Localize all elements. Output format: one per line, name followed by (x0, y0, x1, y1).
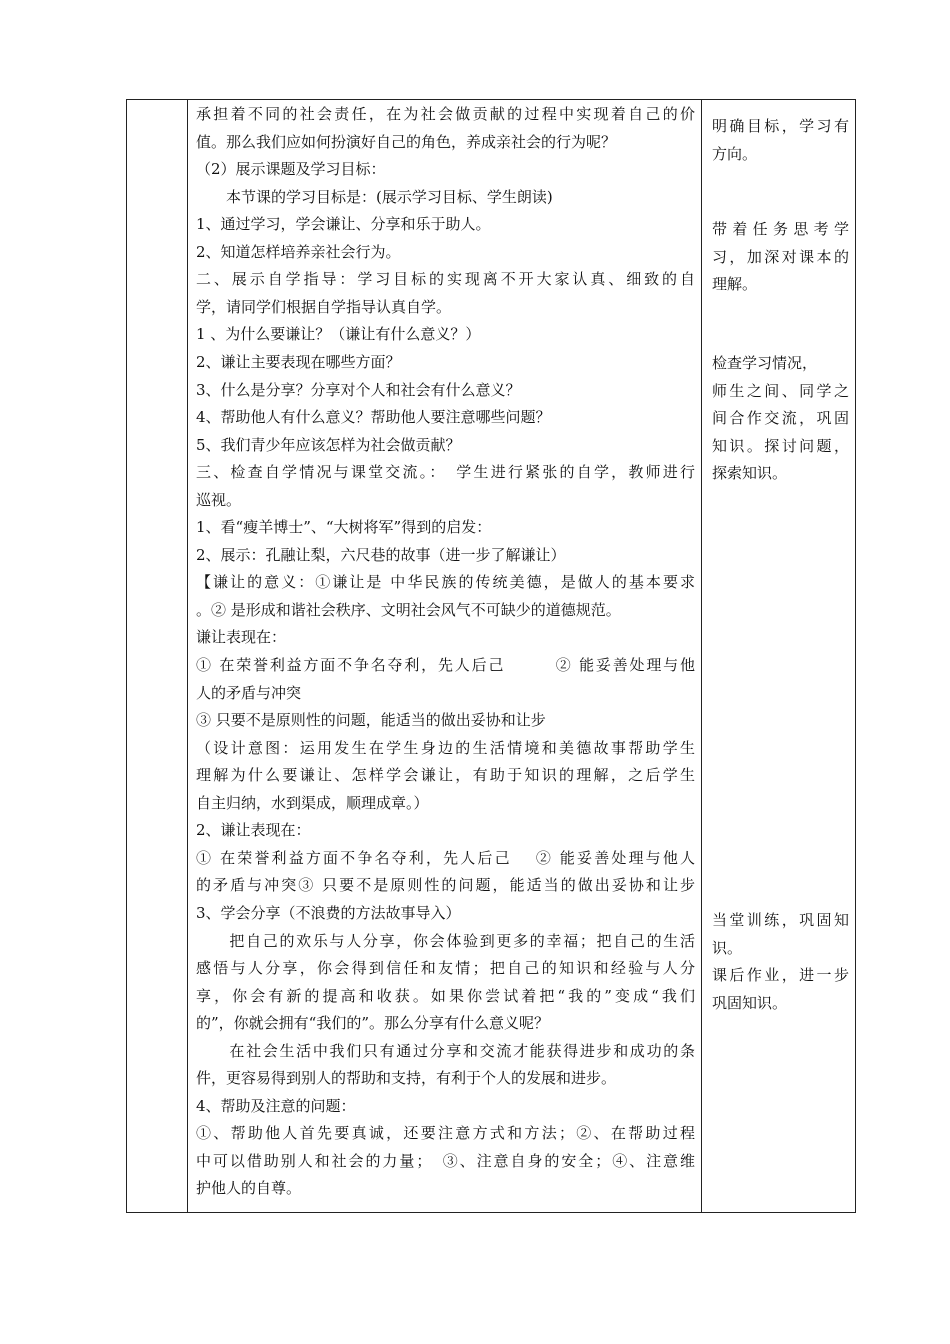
content-line: 人的矛盾与冲突 (196, 683, 302, 702)
content-line: 谦让表现在： (196, 628, 287, 647)
design-note-line: 知识。探讨问题， (712, 436, 849, 455)
content-line: 1、看“瘦羊博士”、“大树将军”得到的启发： (196, 518, 492, 537)
content-line: 护他人的自尊。 (196, 1179, 302, 1198)
content-line: 感悟与人分享，你会得到信任和友情；把自己的知识和经验与人分 (196, 959, 695, 978)
content-line: 1 、为什么要谦让？（谦让有什么意义？） (196, 325, 481, 344)
content-line: 把自己的欢乐与人分享，你会体验到更多的幸福；把自己的生活 (196, 931, 695, 950)
content-line: 4、帮助及注意的问题： (196, 1096, 356, 1115)
content-line: 5、我们青少年应该怎样为社会做贡献？ (196, 435, 461, 454)
content-line: 自主归纳，水到渠成，顺理成章。） (196, 793, 429, 812)
content-line: 理解为什么要谦让、怎样学会谦让，有助于知识的理解，之后学生 (196, 766, 695, 785)
design-note-line: 巩固知识。 (712, 993, 788, 1012)
content-line: 本节课的学习目标是：(展示学习目标、学生朗读) (196, 187, 553, 206)
content-line: （设计意图：运用发生在学生身边的生活情境和美德故事帮助学生 (196, 738, 695, 757)
left-column (127, 100, 188, 1212)
content-line: 3、什么是分享？分享对个人和社会有什么意义？ (196, 380, 521, 399)
design-note-line: 习，加深对课本的 (712, 247, 849, 266)
content-line: ①、帮助他人首先要真诚，还要注意方式和方法；②、在帮助过程 (196, 1124, 695, 1143)
teaching-content-column (188, 100, 702, 1212)
design-note-line: 带着任务思考学 (712, 220, 849, 238)
design-intent-column (702, 100, 855, 1212)
content-line: 2、谦让主要表现在哪些方面？ (196, 352, 401, 371)
content-line: 3、学会分享（不浪费的方法故事导入） (196, 903, 461, 922)
content-line: 的矛盾与冲突③ 只要不是原则性的问题，能适当的做出妥协和让步 (196, 876, 695, 895)
content-line: 学，请同学们根据自学指导认真自学。 (196, 297, 452, 316)
content-line: 的”，你就会拥有“我们的”。那么分享有什么意义呢？ (196, 1014, 550, 1033)
design-note-line: 明确目标，学习有 (712, 117, 849, 135)
content-line: 中可以借助别人和社会的力量； ③、注意自身的安全；④、注意维 (196, 1151, 695, 1170)
content-line: 。② 是形成和谐社会秩序、文明社会风气不可缺少的道德规范。 (196, 600, 621, 619)
content-line: 2、知道怎样培养亲社会行为。 (196, 242, 401, 261)
content-line: 2、谦让表现在： (196, 821, 311, 840)
content-line: 【谦让的意义：①谦让是 中华民族的传统美德，是做人的基本要求 (196, 573, 695, 592)
content-line: （2）展示课题及学习目标： (196, 160, 386, 179)
content-line: 巡视。 (196, 490, 242, 509)
content-line: 三、检查自学情况与课堂交流。： 学生进行紧张的自学，教师进行 (196, 463, 695, 482)
design-note-line: 方向。 (712, 144, 758, 163)
design-note-line: 识。 (712, 938, 743, 957)
content-line: 1、通过学习，学会谦让、分享和乐于助人。 (196, 215, 491, 234)
content-line: 二、展示自学指导：学习目标的实现离不开大家认真、细致的自 (196, 270, 695, 289)
lesson-table (126, 99, 856, 1213)
content-line: 件，更容易得到别人的帮助和支持，有利于个人的发展和进步。 (196, 1069, 617, 1088)
content-line: 2、展示：孔融让梨，六尺巷的故事（进一步了解谦让） (196, 545, 566, 564)
design-note-line: 当堂训练，巩固知 (712, 911, 849, 929)
design-note-line: 探索知识。 (712, 464, 788, 482)
content-line: ① 在荣誉利益方面不争名夺利，先人后己 ② 能妥善处理与他 (196, 656, 695, 674)
content-line: 享，你会有新的提高和收获。如果你尝试着把“我的”变成“我们 (196, 986, 695, 1005)
design-note-line: 课后作业，进一步 (712, 966, 849, 984)
design-note-line: 检查学习情况， (712, 354, 818, 372)
content-line: 在社会生活中我们只有通过分享和交流才能获得进步和成功的条 (196, 1041, 695, 1060)
content-line: 4、帮助他人有什么意义？帮助他人要注意哪些问题？ (196, 408, 551, 427)
design-note-line: 师生之间、同学之 (712, 381, 849, 400)
content-line: ③ 只要不是原则性的问题，能适当的做出妥协和让步 (196, 711, 546, 730)
design-note-line: 间合作交流，巩固 (712, 409, 849, 427)
content-line: 承担着不同的社会责任，在为社会做贡献的过程中实现着自己的价 (196, 105, 695, 123)
content-line: ① 在荣誉利益方面不争名夺利，先人后己 ② 能妥善处理与他人 (196, 848, 695, 867)
design-note-line: 理解。 (712, 275, 758, 293)
content-line: 值。那么我们应如何扮演好自己的角色，养成亲社会的行为呢？ (196, 132, 617, 151)
